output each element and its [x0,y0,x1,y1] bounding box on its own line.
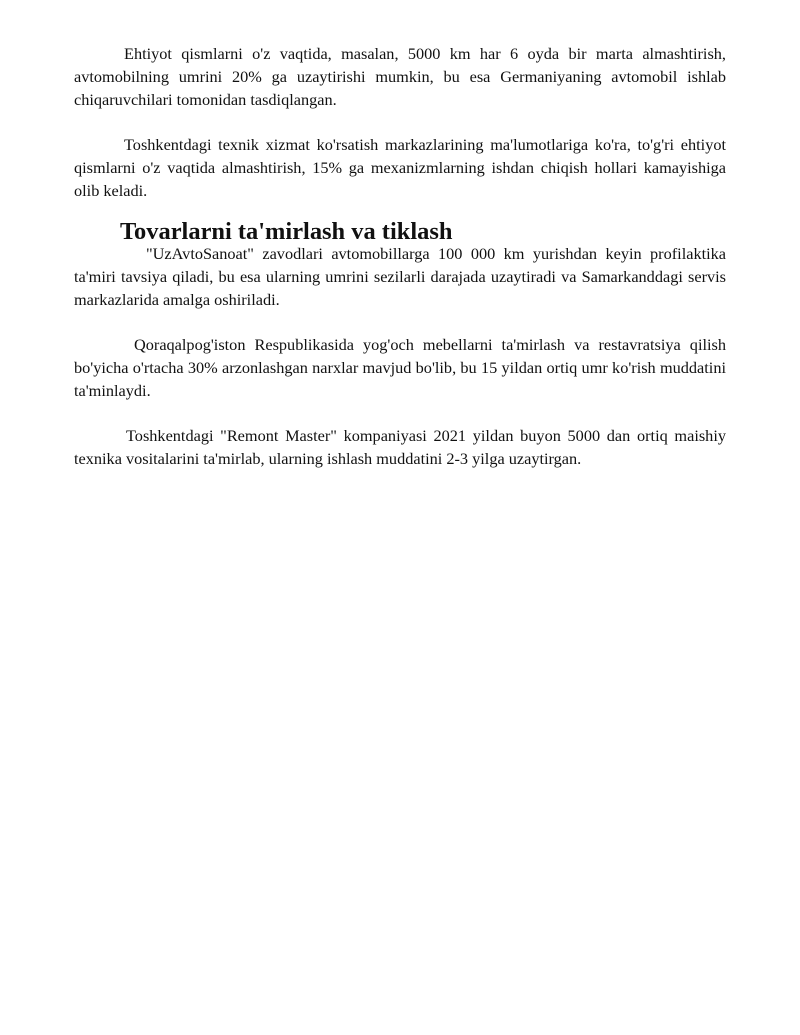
paragraph-spare-parts-replacement: Ehtiyot qismlarni o'z vaqtida, masalan, 5000 km har 6 oyda bir marta almashtirish, avtomobilning umrini 20% ga uzaytirishi mumkin, bu esa Germaniyaning avtomobil ishlab chiqaruvchilari tomonidan tasdiqlangan. [74,44,726,109]
paragraph-karakalpakstan-furniture: Qoraqalpog'iston Respublikasida yog'och mebellarni ta'mirlash va restavratsiya qilish bo'yicha o'rtacha 30% arzonlashgan narxlar mavjud bo'lib, bu 15 yildan ortiq umr ko'rish muddatini ta'minlaydi. [74,335,726,400]
section-heading: Tovarlarni ta'mirlash va tiklash [120,218,453,245]
paragraph-tashkent-service-centers: Toshkentdagi texnik xizmat ko'rsatish markazlarining ma'lumotlariga ko'ra, to'g'ri ehtiyot qismlarni o'z vaqtida almashtirish, 15% ga mexanizmlarning ishdan chiqish hollari kamayishiga olib keladi. [74,135,726,200]
document-page [74,42,726,470]
paragraph-remont-master: Toshkentdagi "Remont Master" kompaniyasi 2021 yildan buyon 5000 dan ortiq maishiy texnika vositalarini ta'mirlab, ularning ishlash muddatini 2-3 yilga uzaytirgan. [74,426,726,468]
paragraph-uzavtosanoat: "UzAvtoSanoat" zavodlari avtomobillarga 100 000 km yurishdan keyin profilaktika ta'miri tavsiya qiladi, bu esa ularning umrini sezilarli darajada uzaytiradi va Samarkanddagi servis markazlarida amalga oshiriladi. [74,244,726,309]
